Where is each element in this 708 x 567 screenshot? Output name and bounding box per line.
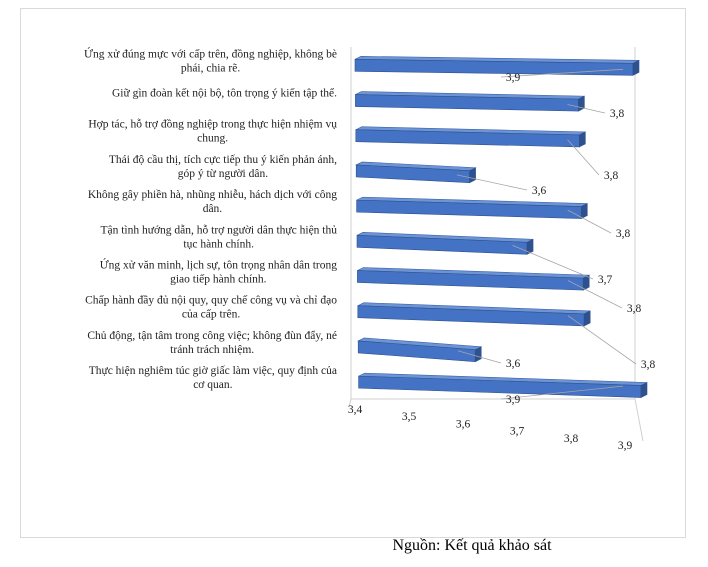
- x-tick-label: 3,4: [347, 404, 363, 416]
- data-label: 3,9: [505, 394, 521, 406]
- category-label: Chấp hành đầy đủ nội quy, quy chế công vụ và chỉ đạo của cấp trên.: [85, 294, 337, 321]
- category-label: Thực hiện nghiêm túc giờ giấc làm việc, quy định của cơ quan.: [88, 365, 337, 392]
- data-label: 3,8: [615, 228, 631, 240]
- data-label-leader: [568, 210, 611, 233]
- category-label: Chủ động, tận tâm trong công việc; không đùn đẩy, né tránh trách nhiệm.: [87, 329, 337, 356]
- data-label-leader: [568, 281, 622, 308]
- bar-end-face: [633, 60, 639, 75]
- category-label: Giữ gìn đoàn kết nội bộ, tôn trọng ý kiến tập thể.: [111, 87, 337, 100]
- category-label: Không gây phiền hà, nhũng nhiễu, hách dịch với công dân.: [87, 189, 337, 216]
- data-label: 3,8: [603, 170, 619, 182]
- x-tick-label: 3,8: [563, 432, 579, 445]
- data-label: 3,6: [505, 358, 521, 370]
- bar-end-face: [581, 204, 587, 219]
- category-label: Tận tình hướng dẫn, hỗ trợ người dân thực hiện thủ tục hành chính.: [100, 224, 337, 251]
- data-label: 3,9: [505, 72, 521, 84]
- bar-end-face: [470, 168, 476, 183]
- category-label: Hợp tác, hỗ trợ đồng nghiệp trong thực hiện nhiệm vụ chung.: [88, 118, 337, 145]
- data-label: 3,6: [531, 185, 547, 197]
- x-tick-label: 3,5: [401, 411, 417, 424]
- data-label-leader: [568, 316, 636, 364]
- category-label: Ứng xử đúng mực với cấp trên, đồng nghiệp, không bè phái, chia rẽ.: [84, 48, 337, 75]
- bar-end-face: [584, 311, 590, 326]
- chart-plot: [21, 9, 687, 539]
- bar-end-face: [579, 132, 585, 147]
- bar-end-face: [475, 347, 481, 362]
- x-tick-label: 3,9: [617, 440, 633, 452]
- data-label: 3,8: [640, 359, 656, 371]
- bar-end-face: [641, 383, 647, 398]
- source-note-text: Nguồn: Kết quả khảo sát: [392, 537, 552, 554]
- chart-frame: [20, 8, 686, 538]
- bar-end-face: [578, 96, 584, 111]
- source-note: [0, 537, 708, 555]
- data-label: 3,8: [626, 303, 642, 315]
- x-tick-label: 3,7: [509, 425, 525, 438]
- category-label: Ứng xử văn minh, lịch sự, tôn trọng nhân dân trong giao tiếp hành chính.: [99, 259, 337, 286]
- floor-right-edge: [635, 399, 643, 441]
- x-tick-label: 3,6: [455, 418, 471, 431]
- data-label: 3,8: [609, 108, 625, 120]
- data-label: 3,7: [597, 274, 613, 286]
- category-label: Thái độ cầu thị, tích cực tiếp thu ý kiến phản ánh, góp ý từ người dân.: [108, 153, 337, 180]
